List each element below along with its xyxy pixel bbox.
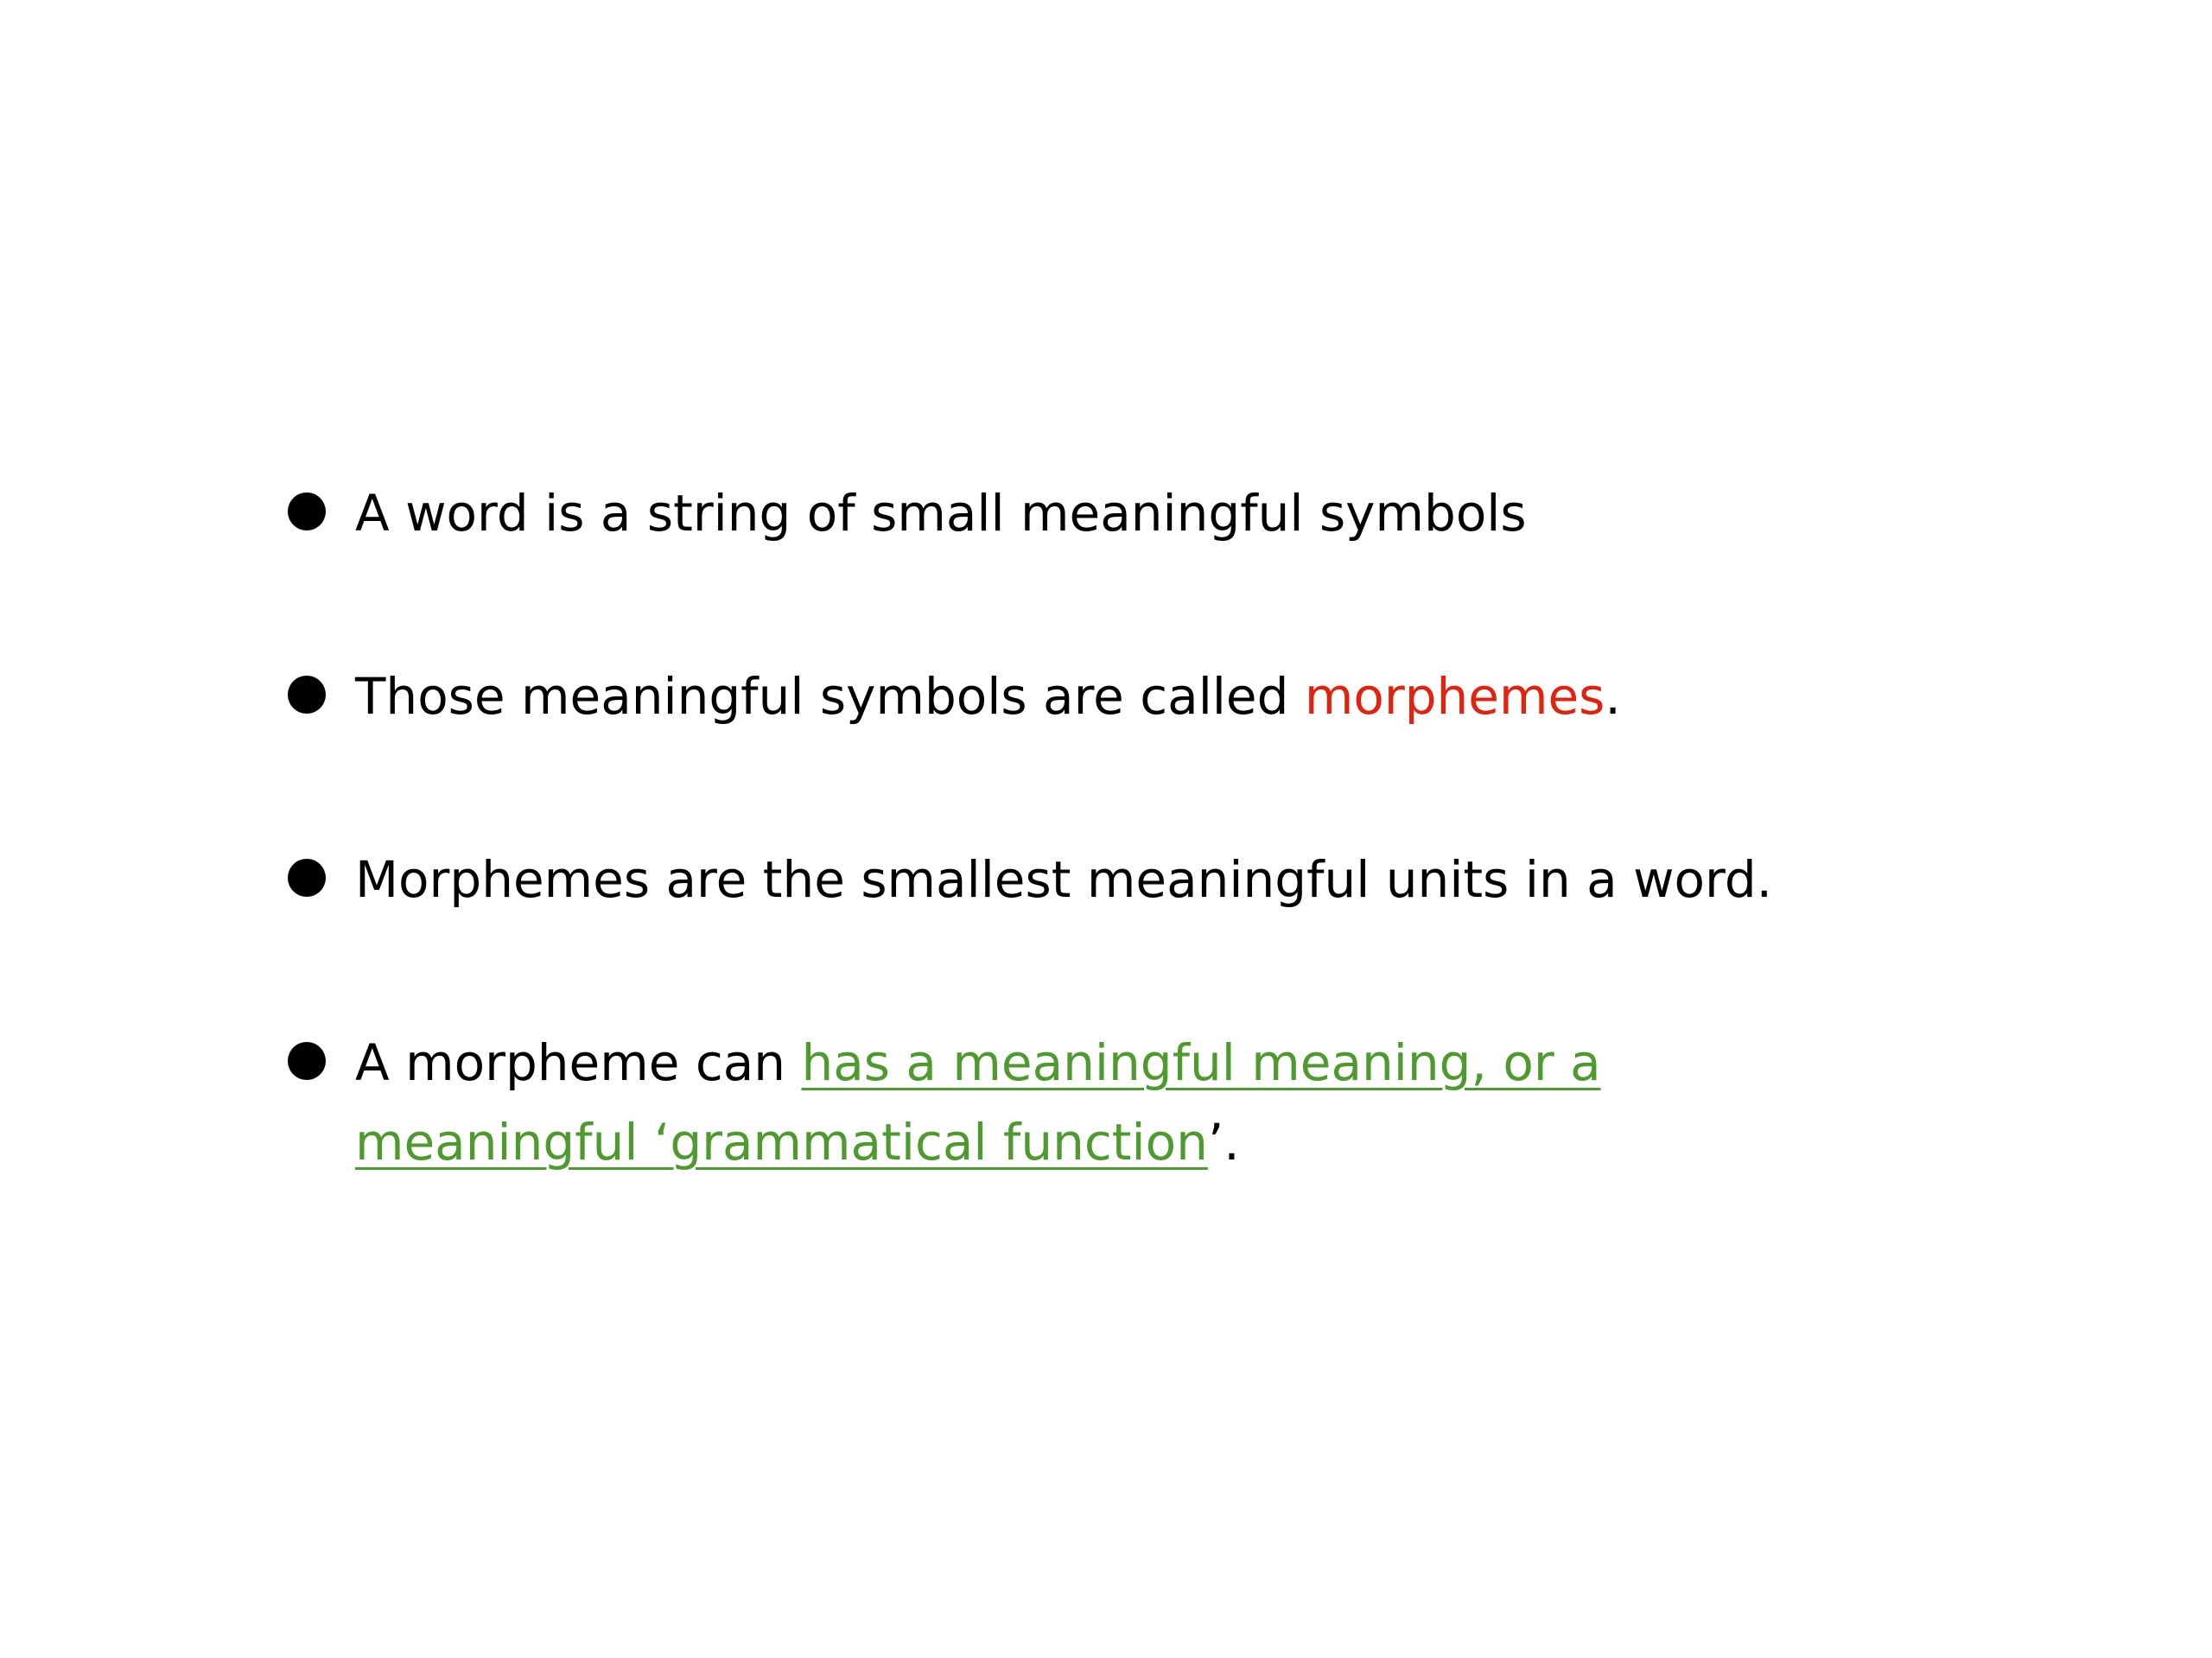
- bullet-text: A word is a string of small meaningful symbols: [355, 484, 1527, 543]
- bullet-item-1: [288, 473, 1981, 553]
- bullet-text: A morpheme can: [355, 1033, 802, 1092]
- bullet-text-end: .: [1605, 667, 1621, 726]
- highlight-term-morphemes: morphemes: [1304, 667, 1605, 726]
- bullet-item-4: [288, 1023, 1738, 1182]
- bullet-dot-icon: [288, 859, 326, 897]
- bullet-list: [288, 473, 1981, 1286]
- bullet-dot-icon: [288, 676, 326, 714]
- bullet-item-2: [288, 657, 1981, 736]
- bullet-text-end: ’.: [1207, 1113, 1240, 1172]
- bullet-dot-icon: [288, 492, 326, 530]
- bullet-item-3: [288, 840, 1981, 919]
- bullet-dot-icon: [288, 1042, 326, 1080]
- bullet-text: Morphemes are the smallest meaningful units in a word.: [355, 850, 1773, 909]
- bullet-text: Those meaningful symbols are called: [355, 667, 1305, 726]
- highlight-link-definition[interactable]: has a meaningful meaning, or a meaningful ‘grammatical function: [355, 1033, 1601, 1172]
